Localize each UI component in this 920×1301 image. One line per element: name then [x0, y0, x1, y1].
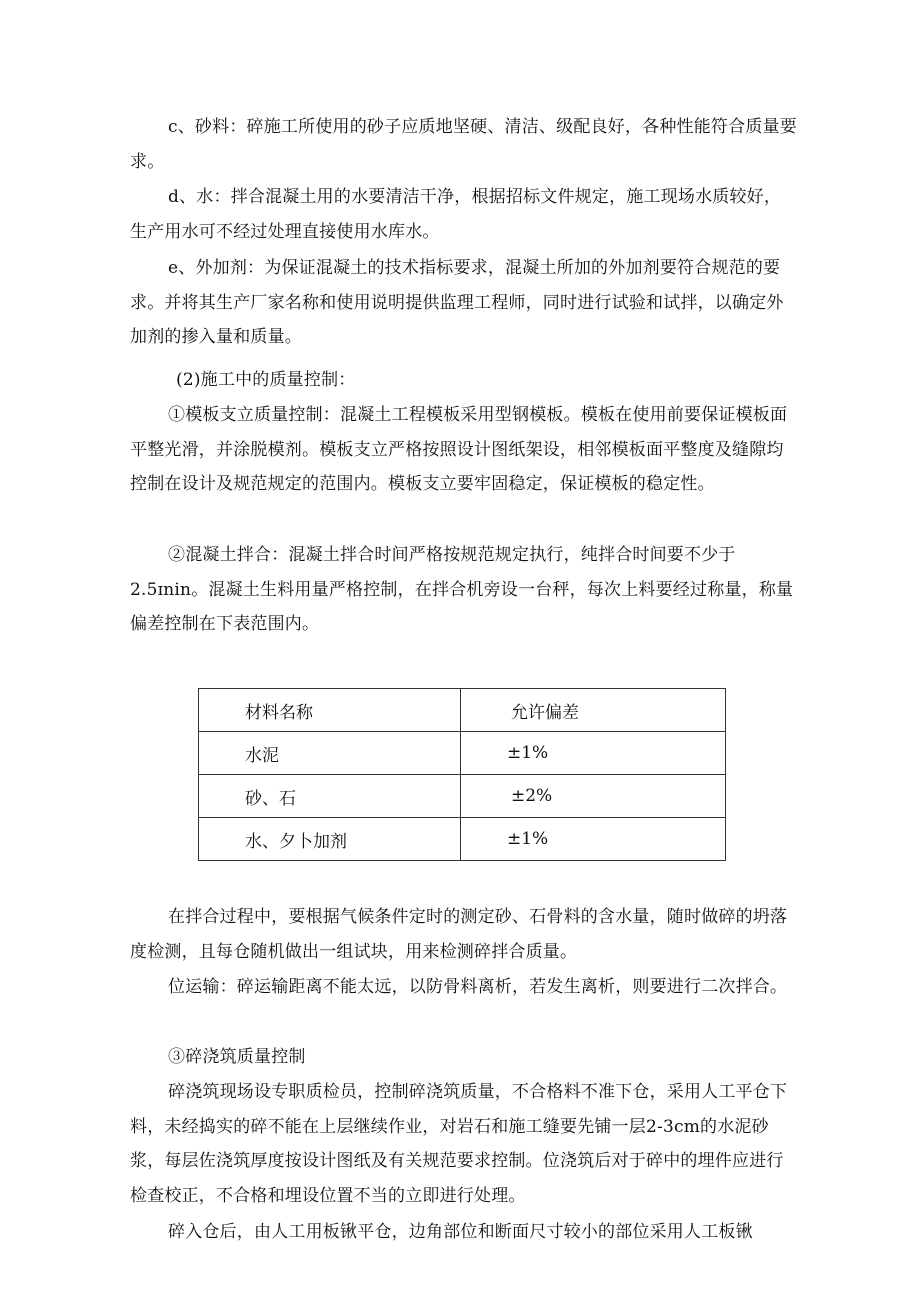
table-row: [199, 818, 726, 861]
section-heading-pouring: ③碎浇筑质量控制: [168, 1047, 306, 1067]
table-row: [199, 732, 726, 775]
table-cell-deviation: ±2%: [461, 775, 726, 818]
table-header-row: [199, 689, 726, 732]
paragraph-transport: 位运输：碎运输距离不能太远，以防骨料离析，若发生离析，则要进行二次拌合。: [168, 977, 788, 997]
paragraph-formwork: ①模板支立质量控制：混凝土工程模板采用型钢模板。模板在使用前要保证模板面平整光滑，并涂脱模剂。模板支立严格按照设计图纸架设，相邻模板面平整度及缝隙均控制在设计及规范规定的范围内。模板支立要牢固稳定，保证模板的稳定性。: [130, 405, 788, 494]
section-heading-quality-control: (2)施工中的质量控制：: [176, 370, 356, 390]
table-cell-material: 水、夕卜加剂: [199, 818, 461, 861]
paragraph-sand: c、砂料：碎施工所使用的砂子应质地坚硬、清洁、级配良好，各种性能符合质量要求。: [130, 117, 797, 172]
paragraph-admixture: e、外加剂：为保证混凝土的技术指标要求，混凝土所加的外加剂要符合规范的要求。并将其生产厂家名称和使用说明提供监理工程师，同时进行试验和试拌，以确定外加剂的掺入量和质量。: [130, 258, 784, 347]
table-cell-material: 砂、石: [199, 775, 461, 818]
table-header-deviation: 允许偏差: [461, 689, 726, 732]
table-header-material: 材料名称: [199, 689, 461, 732]
paragraph-water: d、水：拌合混凝土用的水要清洁干净，根据招标文件规定，施工现场水质较好，生产用水可不经过处理直接使用水库水。: [130, 187, 782, 242]
table-cell-deviation: ±1%: [461, 818, 726, 861]
table-cell-material: 水泥: [199, 732, 461, 775]
paragraph-mixing: ②混凝土拌合：混凝土拌合时间严格按规范规定执行，纯拌合时间要不少于2.5ɪnin。混凝土生料用量严格控制，在拌合机旁设一台秤，每次上料要经过称量，称量偏差控制在下表范围内。: [130, 545, 794, 634]
paragraph-pouring: 碎浇筑现场设专职质检员，控制碎浇筑质量，不合格料不准下仓，采用人工平仓下料，未经捣实的碎不能在上层继续作业，对岩石和施工缝要先铺一层2-3cm的水泥砂浆，每层佐浇筑厚度按设计图纸及有关规范要求控制。位浇筑后对于碎中的埋件应进行检查校正，不合格和埋设位置不当的立即进行处理。: [130, 1082, 788, 1206]
table-cell-deviation: ±1%: [461, 732, 726, 775]
table-row: [199, 775, 726, 818]
deviation-table: [198, 688, 726, 861]
paragraph-mixing-process: 在拌合过程中，要根据气候条件定时的测定砂、石骨料的含水量，随时做碎的坍落度检测，且每仓随机做出一组试块，用来检测碎拌合质量。: [130, 907, 788, 962]
paragraph-leveling: 碎入仓后，由人工用板锹平仓，边角部位和断面尺寸较小的部位采用人工板锹: [168, 1222, 753, 1242]
